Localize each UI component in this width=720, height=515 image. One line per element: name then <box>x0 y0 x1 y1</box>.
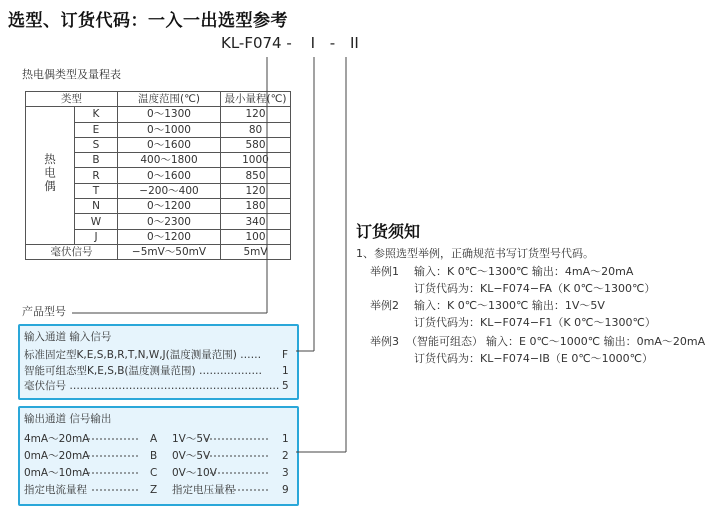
table-cell: 毫伏信号 <box>26 244 118 259</box>
table-cell: 80 <box>221 122 291 137</box>
table-cell: 850 <box>221 168 291 183</box>
table-cell: 1000 <box>221 153 291 168</box>
table-cell: R <box>75 168 118 183</box>
input-option-code: 5 <box>282 380 289 392</box>
example-label: 举例3 <box>370 335 399 348</box>
example-label: 举例1 <box>370 265 399 278</box>
input-option-label: 标准固定型K,E,S,B,R,T,N,W,J(温度测量范围) <box>24 349 237 361</box>
table-header-range: 温度范围(℃) <box>118 92 221 107</box>
table-header-min: 最小量程(℃) <box>221 92 291 107</box>
table-cell: 120 <box>221 183 291 198</box>
table-cell: 0～1600 <box>118 137 221 152</box>
output-signal: 0V～5V <box>172 450 211 462</box>
table-cell: 180 <box>221 199 291 214</box>
table-cell: E <box>75 122 118 137</box>
input-option-code: F <box>282 349 289 361</box>
order-notes-intro: 1、参照选型举例，正确规范书写订货型号代码。 <box>356 247 594 260</box>
model-code-sep: - <box>329 34 336 52</box>
output-letter: C <box>150 467 158 479</box>
table-cell: −200～400 <box>118 183 221 198</box>
table-cell: 0～1600 <box>118 168 221 183</box>
input-option-label: 毫伏信号 <box>24 380 66 392</box>
output-letter: A <box>150 433 158 445</box>
output-current: 指定电流量程 <box>24 484 87 496</box>
example-prefix: （智能可组态） <box>406 335 483 348</box>
table-header-type: 类型 <box>26 92 118 107</box>
table-cell: T <box>75 183 118 198</box>
table-cell: W <box>75 214 118 229</box>
table-cell: 0～1200 <box>118 199 221 214</box>
product-model-label: 产品型号 <box>22 305 66 318</box>
table-cell: 0～2300 <box>118 214 221 229</box>
example-code: 订货代码为：KL−F074−FA（K 0℃～1300℃） <box>414 282 656 295</box>
table-cell: 0～1300 <box>118 107 221 122</box>
output-letter: B <box>150 450 158 462</box>
output-signal: 指定电压量程 <box>172 484 235 496</box>
input-option-row: 智能可组态型K,E,S,B(温度测量范围) ……………… 1 <box>24 365 289 377</box>
input-option-code: 1 <box>282 365 289 377</box>
output-signal: 0V～10V <box>172 467 217 479</box>
input-option-row: 毫伏信号 …………………………………………………… 5 <box>24 380 289 392</box>
output-box-header: 输出通道 信号输出 <box>24 413 112 425</box>
output-code: 9 <box>282 484 289 496</box>
example-code: 订货代码为：KL−F074−IB（E 0℃～1000℃） <box>414 352 654 365</box>
example-line: 输入：E 0℃～1000℃ 输出：0mA～20mA <box>486 335 706 348</box>
example-label: 举例2 <box>370 299 399 312</box>
table-cell: K <box>75 107 118 122</box>
table-cell: 0～1000 <box>118 122 221 137</box>
model-code-part2: II <box>349 34 359 52</box>
table-cell: 100 <box>221 229 291 244</box>
table-cell: J <box>75 229 118 244</box>
table-cell: 120 <box>221 107 291 122</box>
table-cell: 0～1200 <box>118 229 221 244</box>
input-option-row: 标准固定型K,E,S,B,R,T,N,W,J(温度测量范围) …… F <box>24 349 289 361</box>
example-line: 输入：K 0℃～1300℃ 输出：4mA～20mA <box>414 265 634 278</box>
table-cell: 580 <box>221 137 291 152</box>
output-current: 0mA～10mA <box>24 467 90 479</box>
output-code: 2 <box>282 450 289 462</box>
table-cell: S <box>75 137 118 152</box>
table-cell: 5mV <box>221 244 291 259</box>
page-title: 选型、订货代码：一入一出选型参考 <box>8 11 288 31</box>
table-cell: N <box>75 199 118 214</box>
output-code: 3 <box>282 467 289 479</box>
example-code: 订货代码为：KL−F074−F1（K 0℃～1300℃） <box>414 316 656 329</box>
table-cell: 400～1800 <box>118 153 221 168</box>
model-code-part1: I <box>310 34 315 52</box>
output-current: 4mA～20mA <box>24 433 90 445</box>
input-box-header: 输入通道 输入信号 <box>24 331 112 343</box>
table-cell: 340 <box>221 214 291 229</box>
output-current: 0mA～20mA <box>24 450 90 462</box>
input-option-label: 智能可组态型K,E,S,B(温度测量范围) <box>24 365 196 377</box>
output-letter: Z <box>150 484 158 496</box>
table-group-label: 热电偶 <box>26 107 75 245</box>
table-cell: B <box>75 153 118 168</box>
output-signal: 1V～5V <box>172 433 211 445</box>
table-cell: −5mV～50mV <box>118 244 221 259</box>
model-code-prefix: KL-F074 - <box>221 34 292 52</box>
thermo-table-caption: 热电偶类型及量程表 <box>22 68 121 81</box>
example-line: 输入：K 0℃～1300℃ 输出：1V～5V <box>414 299 605 312</box>
output-code: 1 <box>282 433 289 445</box>
order-notes-title: 订货须知 <box>356 222 421 241</box>
